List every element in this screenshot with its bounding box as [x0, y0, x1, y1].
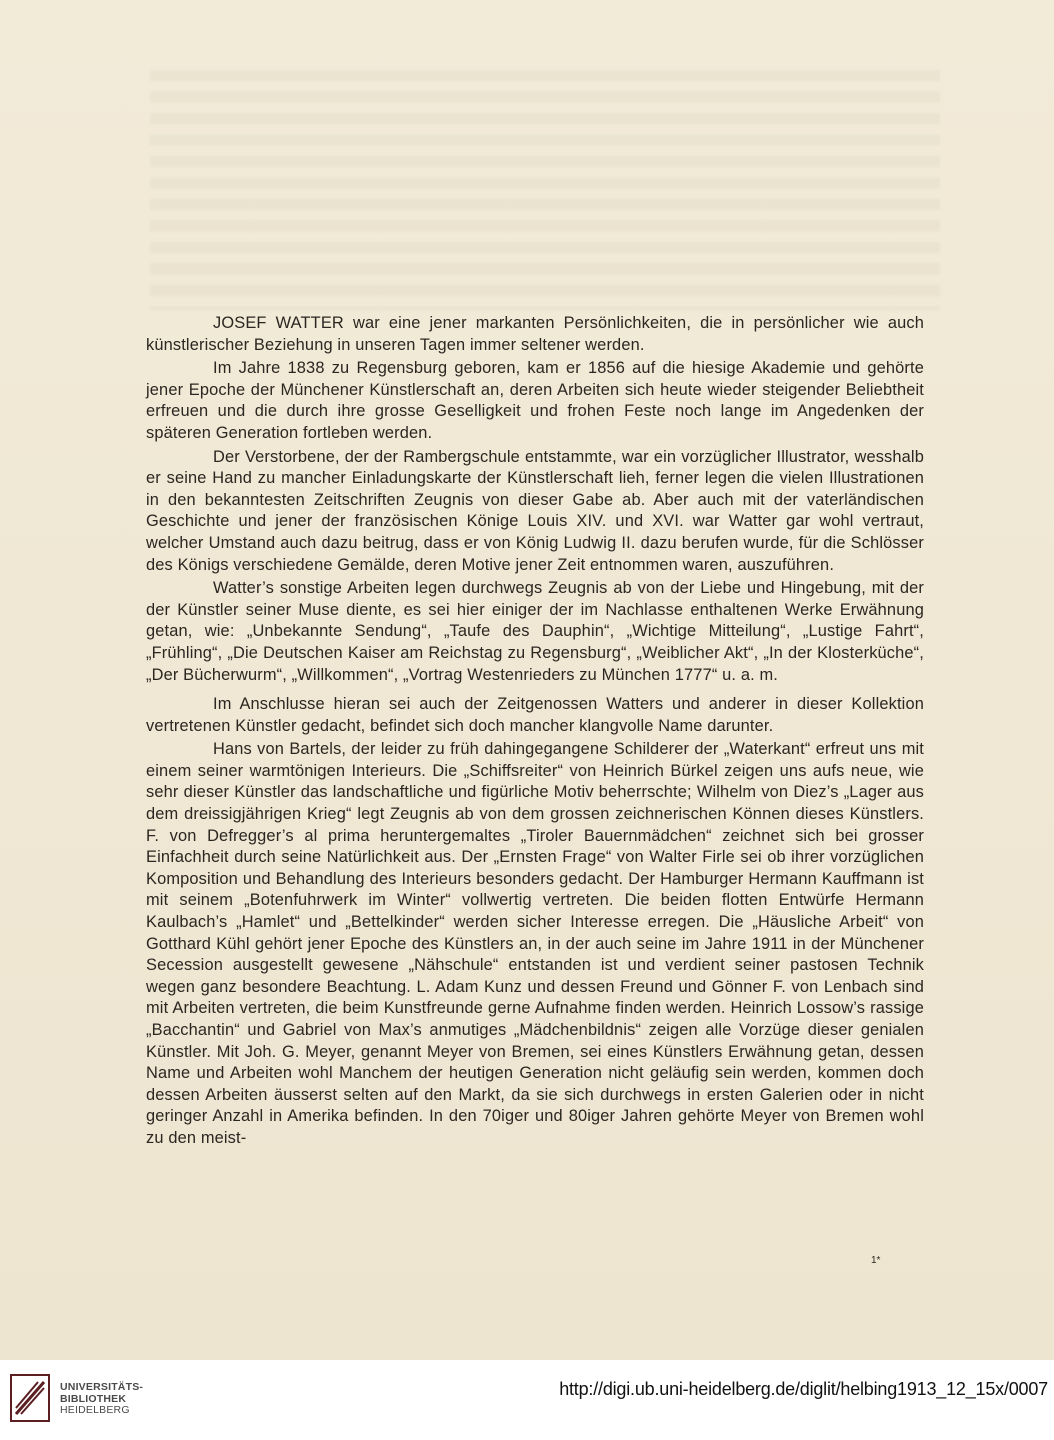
library-name-line3: HEIDELBERG	[60, 1404, 130, 1416]
library-name-line2: BIBLIOTHEK	[60, 1392, 127, 1405]
paragraph-intro: JOSEF WATTER war eine jener markanten Persönlichkeiten, die in persönlicher wie auch künstlerischer Beziehung in unseren Tagen immer seltener werden.	[146, 314, 924, 354]
article-body	[146, 313, 924, 1150]
show-through-text	[150, 70, 940, 310]
source-url[interactable]: http://digi.ub.uni-heidelberg.de/diglit/helbing1913_12_15x/0007	[559, 1379, 1048, 1399]
paragraph-artists: Hans von Bartels, der leider zu früh dahingegangene Schilderer der „Waterkant“ erfreut uns mit einem seiner warmtönigen Interieurs. Die „Schiffsreiter“ von Heinrich Bürkel zeigen uns aufs neue, wie sehr dieser Künstler das landschaftliche und figürliche Motiv beherrschte; Wilhelm von Diez’s „Lager aus dem dreissigjährigen Krieg“ legt Zeugnis ab von dem grossen zeichnerischen Können dieses Künstlers. F. von Defregger’s al prima heruntergemaltes „Tiroler Bauernmädchen“ zeichnet sich bei grosser Einfachheit durch seine Natürlichkeit aus. Der „Ernsten Frage“ von Walter Firle sei ob ihrer vorzüglichen Komposition und Behandlung des Interieurs besonders gedacht. Der Hamburger Hermann Kauffmann ist mit seinem „Botenfuhrwerk im Winter“ vollwertig vertreten. Die beiden flotten Entwürfe Hermann Kaulbach’s „Hamlet“ und „Bettelkinder“ werden sicher Interesse erregen. Die „Häusliche Arbeit“ von Gotthard Kühl gehört jener Epoche des Künstlers an, in der auch seine im Jahre 1911 in der Münchener Secession ausgestellt gewesene „Nähschule“ entstanden ist und verdient seiner pastosen Technik wegen ganz besondere Beachtung. L. Adam Kunz und dessen Freund und Gönner F. von Lenbach sind mit Arbeiten vertreten, die beim Kunstfreunde gerne Aufnahme finden werden. Heinrich Lossow’s rassige „Bacchantin“ und Gabriel von Max’s anmutiges „Mädchenbildnis“ zeigen alle Vorzüge dieser genialen Künstler. Mit Joh. G. Meyer, genannt Meyer von Bremen, sei eines Künstlers Erwähnung getan, dessen Name und Arbeiten wohl Manchem der heutigen Generation nicht geläufig sein werden, kommen doch dessen Arbeiten äusserst selten auf den Markt, da sie sich durchwegs in ersten Galerien oder in nicht geringer Anzahl in Amerika befinden. In den 70iger und 80iger Jahren gehörte Meyer von Bremen wohl zu den meist-	[146, 740, 924, 1147]
library-logo-icon	[10, 1374, 50, 1422]
paragraph-biography: Im Jahre 1838 zu Regensburg geboren, kam er 1856 auf die hiesige Akademie und gehörte jener Epoche der Münchener Künstlerschaft an, deren Arbeiten sich heute wieder steigender Beliebtheit erfreuen und die durch ihre grosse Geselligkeit und frohen Feste noch lange im Angedenken der späteren Generation fortleben werden.	[146, 359, 924, 442]
footer-bar	[0, 1360, 1054, 1440]
library-name-line1: UNIVERSITÄTS-	[60, 1381, 144, 1393]
paragraph-works: Watter’s sonstige Arbeiten legen durchwegs Zeugnis ab von der Liebe und Hingebung, mit der der Künstler seiner Muse diente, es sei hier einiger der im Nachlasse enthaltenen Werke Erwähnung getan, wie: „Unbekannte Sendung“, „Taufe des Dauphin“, „Wichtige Mitteilung“, „Lustige Fahrt“, „Frühling“, „Die Deutschen Kaiser am Reichstag zu Regensburg“, „Weiblicher Akt“, „In der Klosterküche“, „Der Bücherwurm“, „Willkommen“, „Vortrag Westenrieders zu München 1777“ u. a. m.	[146, 579, 924, 684]
paragraph-contemporaries: Im Anschlusse hieran sei auch der Zeitgenossen Watters und anderer in dieser Kollektion vertretenen Künstler gedacht, befindet sich doch mancher klangvolle Name darunter.	[146, 695, 924, 735]
page-number: 1*	[871, 1255, 881, 1266]
paragraph-illustrator: Der Verstorbene, der der Rambergschule entstammte, war ein vorzüglicher Illustrator, wesshalb er seine Hand zu mancher Einladungskarte der Künstlerschaft lieh, ferner legen die vielen Illustrationen in den bekanntesten Zeitschriften Zeugnis von dieser Gabe ab. Aber auch mit der vaterländischen Geschichte und jener der französischen Könige Louis XIV. und XVI. war Watter gar wohl vertraut, welcher Umstand auch dazu beitrug, dass er von König Ludwig II. dazu berufen wurde, für die Schlösser des Königs verschiedene Gemälde, deren Motive jener Zeit entnommen waren, auszuführen.	[146, 447, 924, 574]
library-name	[60, 1382, 143, 1417]
